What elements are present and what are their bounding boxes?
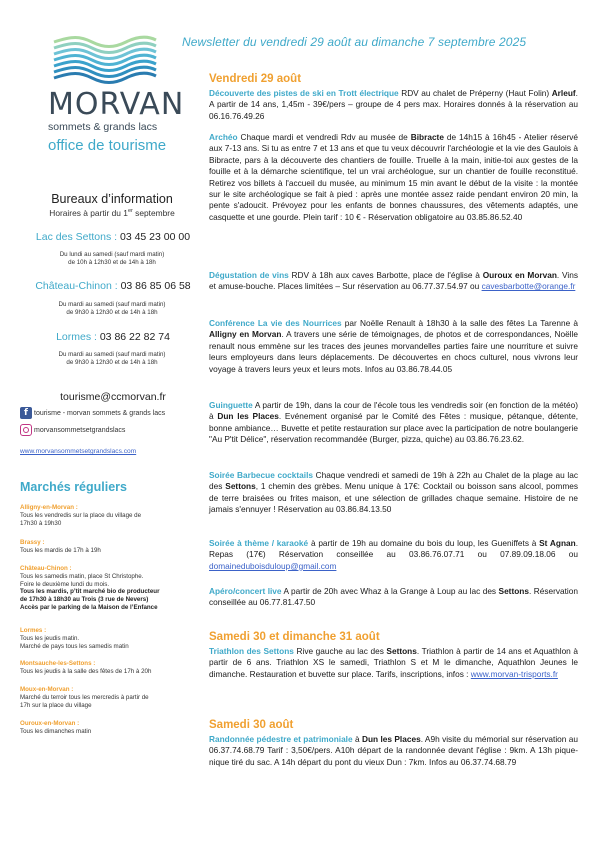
- instagram-icon: [20, 424, 32, 436]
- event-title: Randonnée pédestre et patrimoniale: [209, 734, 353, 744]
- office-lormes: [20, 331, 206, 343]
- market-item: [20, 504, 205, 527]
- event-text: RDV au chalet de Préperny (Haut Folin): [398, 88, 552, 98]
- email-link[interactable]: tourisme@ccmorvan.fr: [60, 391, 166, 403]
- market-line-highlight: Tous les mardis, p’tit marché bio de producteur: [20, 588, 160, 596]
- market-line-highlight: Accès par le parking de la Maison de l’Enfance: [20, 603, 158, 611]
- event-place: Arleuf: [551, 88, 576, 98]
- day-title-weekend: Samedi 30 et dimanche 31 août: [209, 631, 380, 643]
- market-line: 17h30 à 19h30: [20, 519, 62, 527]
- office-hours-line: Du lundi au samedi (sauf mardi matin): [59, 251, 165, 258]
- horaires-sup: er: [127, 208, 133, 215]
- mountain-waves-icon: [48, 34, 160, 90]
- instagram-link[interactable]: [20, 424, 125, 436]
- office-phone[interactable]: 03 86 85 06 58: [120, 280, 191, 292]
- event-text: . A travers une série de témoignages, de photos et de correspondances, Noëlle renault nous emmène sur les traces des jeunes morvandelles parties faire une nourriture et suivre leurs employeurs dans leurs déplacements. De découvertes en chocs culturel, nous vivrons leur voyage à travers leurs yeux et leurs mots. Infos au 03.86.78.44.05: [209, 329, 578, 374]
- event-text: . A partir de 14 ans, 1,45m - 39€/pers – groupe de 4 pers max. Horaires donnés à la réservation au 06.16.76.49.26: [209, 88, 578, 121]
- day-title-samedi: Samedi 30 août: [209, 719, 294, 731]
- event-text: . A9h visite du mémorial sur réservation au 06.37.74.68.79 Tarif : 3,50€/pers. A10h départ de la randonnée devant l'église : 9km. A 13h pique-nique tiré du sac. A 14h départ du pont du vieux Dun : 7km. Infos au 06.37.74.68.79: [209, 734, 578, 767]
- event-place: Bibracte: [410, 132, 444, 142]
- horaires-prefix: Horaires à partir du 1: [49, 208, 128, 218]
- office-hours-chateau-chinon: [22, 301, 202, 318]
- logo-subtitle: sommets & grands lacs: [48, 121, 158, 133]
- logo-office-label: office de tourisme: [48, 137, 167, 154]
- event-place: Ouroux en Morvan: [482, 270, 557, 280]
- event-place: Dun les Places: [361, 734, 421, 744]
- event-text: A partir de 19h, dans la cour de l'école tous les vendredis soir (en fonction de la météo) à: [209, 400, 578, 422]
- market-name: Alligny-en-Morvan :: [20, 504, 78, 511]
- event-place: Settons: [386, 646, 417, 656]
- event-title: Découverte des pistes de ski en Trott électrique: [209, 88, 399, 98]
- market-item: [20, 565, 205, 612]
- office-name: Lac des Settons :: [35, 231, 118, 243]
- event-title: Triathlon des Settons: [209, 646, 294, 656]
- market-name: Lormes :: [20, 627, 47, 634]
- facebook-link[interactable]: [20, 407, 165, 419]
- market-name: Montsauche-les-Settons :: [20, 660, 96, 667]
- market-name: Ouroux-en-Morvan :: [20, 720, 80, 727]
- event-title: Apéro/concert live: [209, 586, 282, 596]
- market-line: Marché du terroir tous les mercredis à partir de: [20, 693, 149, 701]
- office-hours-line: de 9h30 à 12h30 et de 14h à 18h: [66, 359, 158, 367]
- event-text: . Repas (17€) Réservation conseillée au 03.86.76.07.71 ou 07.89.09.18.06 ou: [209, 538, 579, 560]
- event-place: Settons: [225, 481, 256, 492]
- market-line: Tous les jeudis matin.: [20, 634, 80, 642]
- event-text: à: [352, 734, 362, 744]
- market-name: Château-Chinon :: [20, 565, 72, 572]
- office-phone[interactable]: 03 45 23 00 00: [119, 231, 191, 243]
- event-text: Chaque vendredi et samedi de 19h à 22h au Chalet de la plage au lac des: [209, 470, 578, 492]
- market-line: 17h sur la place du village: [20, 701, 92, 709]
- marches-title: Marchés réguliers: [20, 480, 127, 494]
- market-line: Tous les vendredis sur la place du village de: [20, 511, 142, 519]
- market-item: [20, 627, 205, 650]
- event-website-link[interactable]: www.morvan-trisports.fr: [470, 668, 558, 679]
- office-chateau-chinon: [20, 280, 206, 292]
- office-hours-line: Du mardi au samedi (sauf mardi matin): [58, 301, 166, 308]
- facebook-label: tourisme - morvan sommets & grands lacs: [34, 409, 166, 417]
- event-apero: [209, 586, 578, 609]
- office-hours-line: de 9h30 à 12h30 et de 14h à 18h: [66, 309, 158, 317]
- day-title-vendredi: Vendredi 29 août: [209, 73, 302, 85]
- market-item: [20, 660, 205, 676]
- bureaux-title: Bureaux d’information: [51, 192, 173, 206]
- event-email-link[interactable]: domaineduboisduloup@gmail.com: [209, 560, 337, 571]
- event-trott: [209, 88, 578, 122]
- event-triathlon: [209, 646, 578, 680]
- market-item: [20, 539, 205, 555]
- event-title: Guinguette: [209, 400, 253, 410]
- event-text: par Noëlle Renault à 18h30 à la salle des fêtes La Tarenne à: [341, 318, 578, 328]
- event-guinguette: [209, 400, 578, 446]
- event-rando: [209, 734, 578, 768]
- event-text: RDV à 18h aux caves Barbotte, place de l'église à: [288, 270, 483, 280]
- horaires-suffix: septembre: [132, 208, 175, 218]
- market-line-highlight: de 17h30 à 18h30 au Trois (3 rue de Nevers): [20, 596, 149, 604]
- horaires-note: [22, 208, 202, 218]
- event-karaoke: [209, 538, 578, 572]
- event-text: Chaque mardi et vendredi Rdv au musée de: [237, 132, 411, 142]
- market-line: Foire le deuxième lundi du mois.: [20, 580, 110, 588]
- logo-title: MORVAN: [48, 87, 185, 122]
- market-line: Tous les jeudis à la salle des fêtes de 17h à 20h: [20, 667, 152, 675]
- event-text: de 14h15 à 16h45 - Atelier réservé aux 7-13 ans. Si tu as entre 7 et 13 ans et que tu veux découvrir l'archéologie et la vie des Gaulois à Bibracte, pars à la découverte des chantiers de fouille. Truelle à la main, initie-toi aux gestes de la fouille et à la démarche scientifique, tel un vrai archéologue, sur un chantier de fouille reconstitué. Retirez vos billets à l'accueil du musée, au minimum 15 min avant le début de la visite : la montée sur le site archéologique se fait à pied : après une montée assez raide pendant environ 20 min, la pente s'adoucit. Prévoyez pour les enfants de bonnes chaussures, des vêtements adaptés, une casquette et une gourde. Plein tarif : 10 € - Réservation obligatoire au 03.85.86.52.40: [209, 132, 578, 222]
- event-email-link[interactable]: cavesbarbotte@orange.fr: [481, 281, 576, 292]
- event-place: Dun les Places: [217, 411, 279, 422]
- market-item: [20, 720, 205, 736]
- event-text: à partir de 19h au domaine du bois du loup, les Gueniffets à: [308, 538, 540, 548]
- website-link[interactable]: www.morvansommetsetgrandslacs.com: [20, 448, 137, 455]
- office-name: Lormes :: [56, 331, 97, 343]
- office-phone[interactable]: 03 86 22 82 74: [99, 331, 170, 343]
- office-settons: [20, 231, 206, 243]
- market-line: Tous les mardis de 17h à 19h: [20, 546, 101, 554]
- market-name: Moux-en-Morvan :: [20, 686, 74, 693]
- market-name: Brassy :: [20, 539, 45, 546]
- instagram-label: morvansommetsetgrandslacs: [34, 426, 126, 434]
- event-nourrices: [209, 318, 578, 375]
- market-line: Tous les dimanches matin: [20, 727, 92, 735]
- event-text: A partir de 20h avec Whaz à la Grange à Loup au lac des: [281, 586, 499, 596]
- event-text: . Réservation conseillée au 06.77.81.47.50: [209, 586, 578, 608]
- event-title: Archéo: [209, 132, 238, 142]
- market-line: Marché de pays tous les samedis matin: [20, 642, 129, 650]
- event-archeo: [209, 132, 578, 223]
- event-text: Rive gauche au lac des: [293, 646, 387, 656]
- event-place: Settons: [498, 586, 529, 596]
- newsletter-title: Newsletter du vendredi 29 août au dimanche 7 septembre 2025: [182, 35, 527, 49]
- office-hours-settons: [22, 251, 202, 268]
- market-item: [20, 686, 205, 709]
- event-text: . Evénement organisé par le Comité des Fêtes : musique, pétanque, détente, bonne ambiance… Buvette et petite restauration sur place avec la participation de notre boulangerie "Au P'tit Délice", réservation recommandée (Burger, pizza, quiche) au 03.86.76.23.62.: [209, 411, 579, 445]
- facebook-icon: f: [20, 407, 32, 419]
- event-vins: [209, 270, 578, 293]
- event-title: Soirée à thème / karaoké: [209, 538, 309, 548]
- event-title: Soirée Barbecue cocktails: [209, 470, 314, 480]
- event-place: St Agnan: [539, 538, 576, 548]
- event-place: Alligny en Morvan: [209, 329, 282, 340]
- event-text: , 1 chemin des grèbes. Menu unique à 17€: Cocktail ou boisson sans alcool, pommes de terre braisées ou frites maison, et une sélection de grillades chaque semaine. Histoire de ne jamais s'ennuyer ! Réservation au 03.86.84.13.50: [209, 481, 578, 515]
- morvan-logo: [48, 34, 185, 154]
- office-hours-lormes: [22, 351, 202, 368]
- event-title: Conférence La vie des Nourrices: [209, 318, 342, 328]
- event-barbecue: [209, 470, 578, 516]
- event-text: . Vins et amuse-bouche. Places limitées – Sur réservation au 06.77.37.54.97 ou: [209, 270, 578, 292]
- office-hours-line: de 10h à 12h30 et de 14h à 18h: [68, 259, 156, 267]
- market-line: Tous les samedis matin, place St Christophe.: [20, 572, 144, 580]
- event-title: Dégustation de vins: [209, 270, 289, 280]
- office-hours-line: Du mardi au samedi (sauf mardi matin): [58, 351, 166, 358]
- office-name: Château-Chinon :: [35, 280, 118, 292]
- event-text: . Triathlon à partir de 14 ans et Aquathlon à partir de 6 ans. Triathlon XS le samedi, Triathlon S et M le dimanche, Aquathlon Jeunes le dimanche. Restauration et buvette sur place. Tarifs, inscriptions, infos :: [209, 646, 578, 679]
